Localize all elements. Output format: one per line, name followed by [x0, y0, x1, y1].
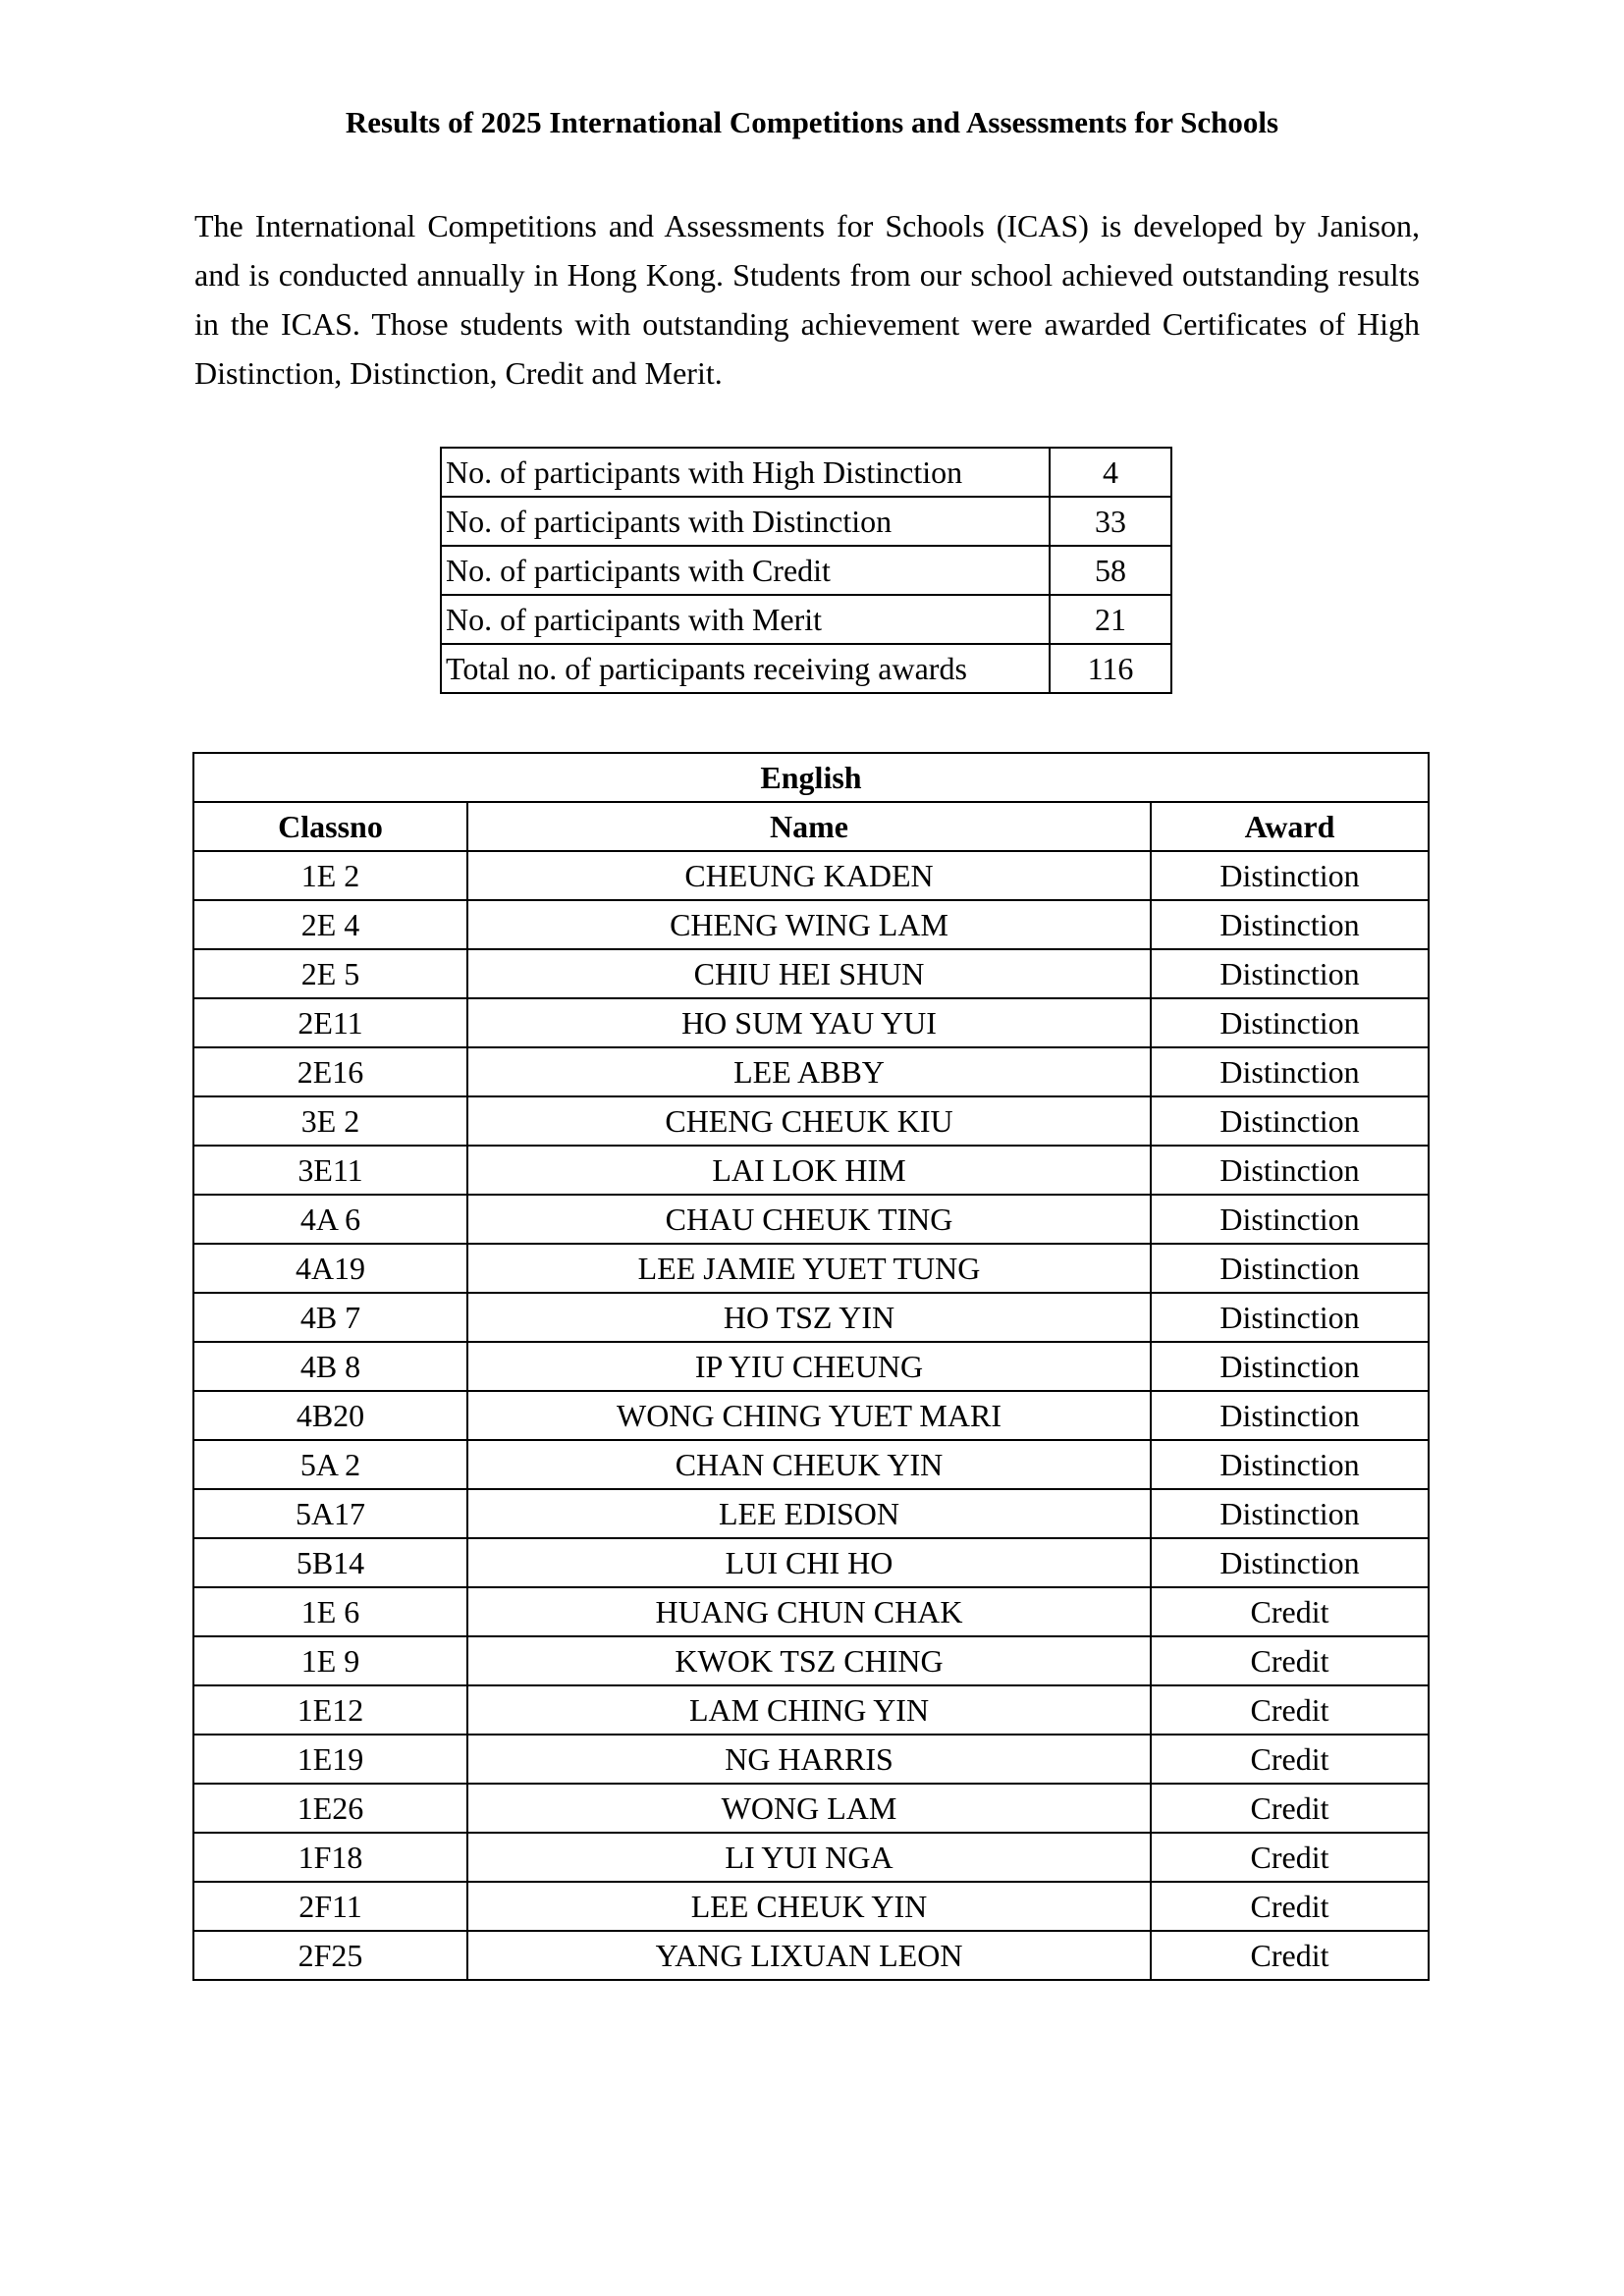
name-cell: WONG CHING YUET MARI [467, 1391, 1151, 1440]
table-row [193, 1784, 1429, 1833]
award-cell: Credit [1151, 1735, 1429, 1784]
award-cell: Credit [1151, 1784, 1429, 1833]
award-cell: Distinction [1151, 949, 1429, 998]
name-cell: CHAU CHEUK TING [467, 1195, 1151, 1244]
award-cell: Distinction [1151, 1342, 1429, 1391]
award-header: Award [1151, 802, 1429, 851]
name-cell: LI YUI NGA [467, 1833, 1151, 1882]
subject-header-row [193, 753, 1429, 802]
classno-cell: 2E11 [193, 998, 467, 1047]
classno-cell: 2F11 [193, 1882, 467, 1931]
award-cell: Credit [1151, 1833, 1429, 1882]
award-cell: Credit [1151, 1931, 1429, 1980]
name-cell: LEE CHEUK YIN [467, 1882, 1151, 1931]
english-results-table [192, 752, 1430, 1981]
table-row [193, 1195, 1429, 1244]
table-row [193, 1440, 1429, 1489]
table-row [193, 1636, 1429, 1685]
summary-label: No. of participants with Credit [441, 546, 1050, 595]
name-cell: LEE EDISON [467, 1489, 1151, 1538]
table-row [193, 900, 1429, 949]
name-cell: HO TSZ YIN [467, 1293, 1151, 1342]
award-cell: Distinction [1151, 1244, 1429, 1293]
name-cell: YANG LIXUAN LEON [467, 1931, 1151, 1980]
classno-cell: 1F18 [193, 1833, 467, 1882]
table-row [193, 1931, 1429, 1980]
name-cell: KWOK TSZ CHING [467, 1636, 1151, 1685]
table-row [193, 1735, 1429, 1784]
classno-cell: 3E 2 [193, 1096, 467, 1146]
name-cell: LEE JAMIE YUET TUNG [467, 1244, 1151, 1293]
summary-count: 4 [1050, 448, 1171, 497]
table-row [193, 949, 1429, 998]
classno-cell: 5B14 [193, 1538, 467, 1587]
classno-cell: 1E12 [193, 1685, 467, 1735]
award-cell: Distinction [1151, 851, 1429, 900]
name-cell: LUI CHI HO [467, 1538, 1151, 1587]
column-header-row [193, 802, 1429, 851]
classno-cell: 1E19 [193, 1735, 467, 1784]
classno-cell: 2E 5 [193, 949, 467, 998]
classno-cell: 4B20 [193, 1391, 467, 1440]
table-row [193, 1096, 1429, 1146]
classno-cell: 5A 2 [193, 1440, 467, 1489]
name-cell: LAI LOK HIM [467, 1146, 1151, 1195]
classno-cell: 3E11 [193, 1146, 467, 1195]
award-cell: Credit [1151, 1685, 1429, 1735]
summary-count: 58 [1050, 546, 1171, 595]
name-cell: WONG LAM [467, 1784, 1151, 1833]
name-cell: CHIU HEI SHUN [467, 949, 1151, 998]
summary-row [441, 595, 1171, 644]
name-cell: CHAN CHEUK YIN [467, 1440, 1151, 1489]
classno-cell: 1E 6 [193, 1587, 467, 1636]
award-cell: Distinction [1151, 1489, 1429, 1538]
intro-paragraph: The International Competitions and Assessments for Schools (ICAS) is developed by Janison, and is conducted annually in Hong Kong. Students from our school achieved outstanding results in the ICAS. Those students with outstanding achievement were awarded Certificates of High Distinction, Distinction, Credit and Merit. [194, 208, 1420, 391]
summary-table [440, 447, 1172, 694]
summary-row [441, 644, 1171, 693]
classno-cell: 4B 8 [193, 1342, 467, 1391]
classno-cell: 4A 6 [193, 1195, 467, 1244]
classno-cell: 2F25 [193, 1931, 467, 1980]
name-cell: HUANG CHUN CHAK [467, 1587, 1151, 1636]
award-cell: Distinction [1151, 1195, 1429, 1244]
table-row [193, 1833, 1429, 1882]
classno-cell: 2E16 [193, 1047, 467, 1096]
table-row [193, 1146, 1429, 1195]
table-row [193, 1587, 1429, 1636]
award-cell: Distinction [1151, 1391, 1429, 1440]
name-cell: CHENG CHEUK KIU [467, 1096, 1151, 1146]
table-row [193, 1685, 1429, 1735]
classno-cell: 4B 7 [193, 1293, 467, 1342]
summary-label: Total no. of participants receiving awards [441, 644, 1050, 693]
table-row [193, 1244, 1429, 1293]
award-cell: Credit [1151, 1587, 1429, 1636]
award-cell: Distinction [1151, 1440, 1429, 1489]
table-row [193, 1047, 1429, 1096]
summary-row [441, 448, 1171, 497]
award-cell: Distinction [1151, 1146, 1429, 1195]
award-cell: Distinction [1151, 1538, 1429, 1587]
name-cell: IP YIU CHEUNG [467, 1342, 1151, 1391]
table-row [193, 998, 1429, 1047]
table-row [193, 1882, 1429, 1931]
award-cell: Credit [1151, 1636, 1429, 1685]
classno-cell: 2E 4 [193, 900, 467, 949]
summary-label: No. of participants with Distinction [441, 497, 1050, 546]
summary-count: 21 [1050, 595, 1171, 644]
name-cell: CHENG WING LAM [467, 900, 1151, 949]
summary-label: No. of participants with High Distinction [441, 448, 1050, 497]
name-cell: LAM CHING YIN [467, 1685, 1151, 1735]
name-cell: HO SUM YAU YUI [467, 998, 1151, 1047]
name-header: Name [467, 802, 1151, 851]
table-row [193, 1489, 1429, 1538]
award-cell: Distinction [1151, 1047, 1429, 1096]
summary-count: 116 [1050, 644, 1171, 693]
summary-row [441, 497, 1171, 546]
classno-cell: 1E 2 [193, 851, 467, 900]
table-row [193, 1342, 1429, 1391]
summary-row [441, 546, 1171, 595]
name-cell: NG HARRIS [467, 1735, 1151, 1784]
classno-cell: 4A19 [193, 1244, 467, 1293]
page-title: Results of 2025 International Competitions and Assessments for Schools [345, 105, 1279, 139]
classno-cell: 1E26 [193, 1784, 467, 1833]
award-cell: Credit [1151, 1882, 1429, 1931]
table-row [193, 1538, 1429, 1587]
award-cell: Distinction [1151, 1293, 1429, 1342]
table-row [193, 851, 1429, 900]
name-cell: LEE ABBY [467, 1047, 1151, 1096]
subject-heading: English [193, 753, 1429, 802]
award-cell: Distinction [1151, 1096, 1429, 1146]
summary-count: 33 [1050, 497, 1171, 546]
classno-cell: 1E 9 [193, 1636, 467, 1685]
award-cell: Distinction [1151, 900, 1429, 949]
award-cell: Distinction [1151, 998, 1429, 1047]
name-cell: CHEUNG KADEN [467, 851, 1151, 900]
classno-header: Classno [193, 802, 467, 851]
table-row [193, 1293, 1429, 1342]
classno-cell: 5A17 [193, 1489, 467, 1538]
table-row [193, 1391, 1429, 1440]
summary-label: No. of participants with Merit [441, 595, 1050, 644]
